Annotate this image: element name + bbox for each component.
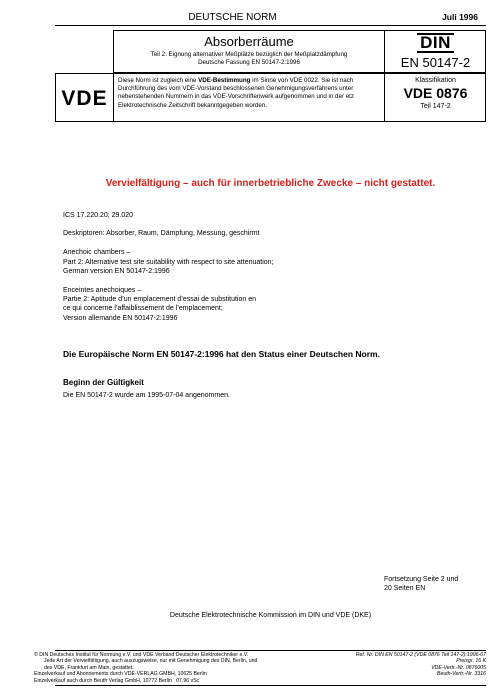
ics-code: ICS 17.220.20; 29.020 [63, 212, 134, 219]
header-bar [55, 12, 486, 26]
reproduction-warning: Vervielfältigung – auch für innerbetriebliche Zwecke – nicht gestattet. [105, 178, 436, 189]
english-title: Anechoic chambers – Part 2: Alternative test site suitability with respect to site attenuation; German version EN 50147-2:1996 [63, 249, 274, 275]
copyright-notice: © DIN Deutsches Institut für Normung e.V. und VDE Verband Deutscher Elektrotechniker e.V. Jede Art der Vervielfältigung, auch auszugsweise, nur mit Genehmigung des DIN, Berlin, und des VDE, Frankfurt am Main, gestattet. Einzelverkauf und Abonnements durch VDE-VERLAG GMBH, 10625 Berlin Einzelverkauf auch durch Beuth Verlag GmbH, 10772 Berlin 07.96 vSc [34, 652, 258, 684]
document-version: Deutsche Fassung EN 50147-2:1996 [198, 59, 300, 67]
vde-notice: Diese Norm ist zugleich eine VDE-Bestimmung im Sinne von VDE 0022. Sie ist nach Durchführung des vom VDE-Vorstand beschlossenen Genehmigungsverfahrens unter nebenstehenden Nummern in das VDE-Vorschriftenwerk aufgenommen und in der etz Elektrotechnische Zeitschrift bekanntgegeben worden. [118, 77, 354, 109]
issue-date: Juli 1996 [442, 12, 478, 22]
descriptors: Deskriptoren: Absorber, Raum, Dämpfung, Messung, geschirmt [63, 230, 260, 238]
validity-heading: Beginn der Gültigkeit [63, 378, 144, 387]
title-block [113, 30, 486, 73]
reference-info: Ref. Nr. DIN EN 50147-2 (VDE 0876 Teil 147-2):1996-07 Preisgr. 16 K VDE-Vertr.-Nr. 0876005 Beuth-Vertr.-Nr. 3316 [355, 652, 486, 678]
commission-name: Deutsche Elektrotechnische Kommission im DIN und VDE (DKE) [169, 612, 372, 619]
footer-rule-bottom [55, 685, 486, 686]
din-number: EN 50147-2 [400, 55, 471, 70]
status-statement: Die Europäische Norm EN 50147-2:1996 hat den Status einer Deutschen Norm. [63, 349, 380, 359]
document-title: Absorberräume [204, 34, 294, 49]
french-title: Enceintes anechoiques – Partie 2: Aptitude d’un emplacement d’essai de substitution en ce qui concerne l’affaiblissement de l’emplacement; Version allemande EN 50147-2:1996 [63, 287, 257, 322]
validity-text: Die EN 50147-2 wurde am 1995-07-04 angenommen. [63, 392, 230, 399]
footer-rule-top [55, 650, 486, 651]
norm-label: DEUTSCHE NORM [188, 12, 277, 23]
continuation-note: Fortsetzung Seite 2 und 20 Seiten EN [384, 576, 459, 593]
classification-label: Klassifikation [415, 77, 456, 84]
document-subtitle: Teil 2: Eignung alternativer Meßplätze bezüglich der Meßplatzdämpfung [150, 51, 348, 58]
din-logo: DIN [417, 33, 454, 53]
classification-number: VDE 0876 [403, 85, 468, 101]
vde-logo: VDE [61, 87, 108, 110]
vde-block [55, 73, 486, 122]
classification-part: Teil 147-2 [420, 103, 451, 110]
